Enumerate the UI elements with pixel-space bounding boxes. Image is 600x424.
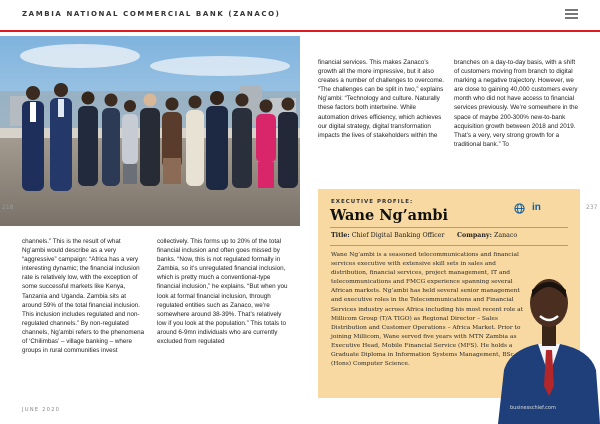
publication-title: ZAMBIA NATIONAL COMMERCIAL BANK (ZANACO) <box>22 10 281 18</box>
issue-date: JUNE 2020 <box>22 407 61 413</box>
title-label: Title: <box>331 232 350 239</box>
page-number-left: 218 <box>2 204 14 211</box>
page-number-right: 237 <box>586 204 598 211</box>
hamburger-menu-icon[interactable] <box>565 8 578 19</box>
profile-divider-top <box>330 227 568 228</box>
page-header <box>0 0 600 30</box>
company-value: Zanaco <box>493 232 518 239</box>
company-label: Company: <box>457 232 492 239</box>
watermark: businesschief.com <box>510 405 556 411</box>
executive-portrait <box>498 258 600 424</box>
executive-bio: Wane Ng’ambi is a seasoned telecommunications and financial services executive with extensive skill sets in sales and distribution, financial services, project management, IT and telecommunications and FMCG experience spanning several African markets. Ng’ambi has held several senior management and executive roles in the Telecommunications and Financial Services industry across Africa including his most recent role at Millicom Group (T/A TIGO) as Regional Director – Sales Distribution and Customer Operations – Africa Market. Prior to joining Millicom, Wane served five years with MTN Zambia as Executive Head, Mobile Financial Service (MFS). He holds a Graduate Diploma in Information Systems Management, BSc (Hons) Computer Science. <box>331 252 524 368</box>
profile-divider-bottom <box>330 245 568 246</box>
article-column-2: collectively. This forms up to 20% of the total financial inclusion and often goes missed by banks. “Now, this is not regulated formally in Zambia, so it’s unregulated financial inclusion, which is pretty much a conventional-type financial inclusion,” he explains. “But when you look at formal financial inclusion, through regulated entities such as Zanaco, we’re somewhere around 38-39%. That’s relatively low if you look at the population.” This totals to around 6-9mn individuals who are currently excluded from regulated <box>157 238 288 346</box>
company-field <box>457 232 517 239</box>
article-column-1: channels.” This is the result of what Ng’ambi would describe as a very “aggressive” campaign: “Africa has a very interesting dynamic; the financial inclusion rate is relatively low, with the exception of some successful markets like Kenya, Tanzania and Uganda. Zambia sits at around 59% of the total financial inclusion. This inclusion includes regulated and non-regulated channels.” By non-regulated channels, Ng’ambi refers to the phenomena of ‘Chilimbas’ – village banking – where groups in rural communities invest <box>22 238 145 355</box>
globe-icon[interactable] <box>514 203 525 214</box>
group-photo <box>0 36 300 226</box>
article-column-4: branches on a day-to-day basis, with a shift of customers moving from branch to digital marking a negative trajectory. However, we are close to gaining 40,000 customers every month who did not have access to financial services previously. We’re somewhere in the space of maybe 200-300% new-to-bank acquisition growth between 2018 and 2019. That’s a very, very strong growth for a traditional bank.” To <box>454 59 579 148</box>
executive-name: Wane Ng’ambi <box>330 207 449 224</box>
title-field <box>331 232 444 239</box>
profile-label: EXECUTIVE PROFILE: <box>331 199 414 205</box>
header-divider <box>0 30 600 32</box>
linkedin-icon[interactable]: in <box>532 202 541 213</box>
title-value: Chief Digital Banking Officer <box>351 232 445 239</box>
article-column-3: financial services. This makes Zanaco’s growth all the more impressive, but it also creates a number of challenges to overcome. “The challenges can be split in two,” explains Ng’ambi: “Technology and culture. Naturally these factors both intertwine. While automation drives efficiency, which achieves our digital strategy, digital transformation impacts the lives of stakeholders within the <box>318 59 445 139</box>
